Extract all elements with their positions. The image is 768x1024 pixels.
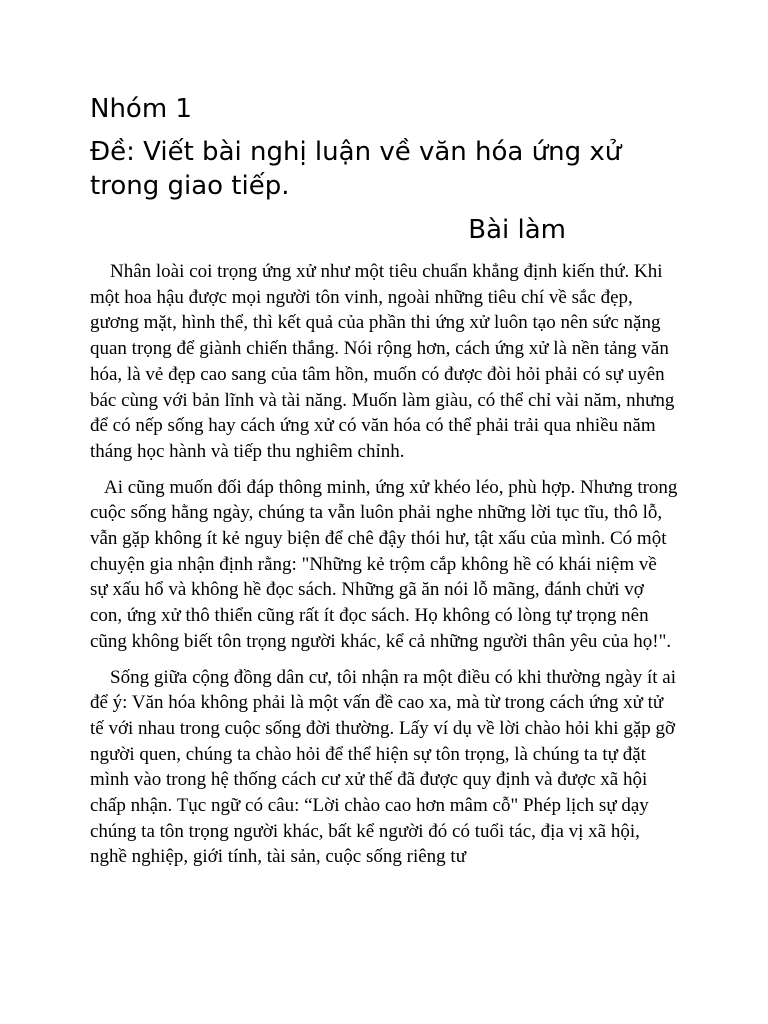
essay-prompt: Đề: Viết bài nghị luận về văn hóa ứng xử trong giao tiếp. [90,137,622,201]
paragraph-1: Nhân loài coi trọng ứng xử như một tiêu chuẩn khẳng định kiến thứ. Khi một hoa hậu được mọi người tôn vinh, ngoài những tiêu chí về sắc đẹp, gương mặt, hình thể, thì kết quả của phần thi ứng xử luôn tạo nên sức nặng quan trọng để giành chiến thắng. Nói rộng hơn, cách ứng xử là nền tảng văn hóa, là vẻ đẹp cao sang của tâm hồn, muốn có được đòi hỏi phải có sự uyên bác cùng với bản lĩnh và tài năng. Muốn làm giàu, có thể chỉ vài năm, nhưng để có nếp sống hay cách ứng xử có văn hóa có thể phải trải qua nhiều năm tháng học hành và tiếp thu nghiêm chỉnh. [90,261,675,462]
group-title: Nhóm 1 [90,94,192,124]
document-page [90,92,678,880]
paragraph-2: Ai cũng muốn đối đáp thông minh, ứng xử khéo léo, phù hợp. Nhưng trong cuộc sống hằng ngày, chúng ta vẫn luôn phải nghe những lời tục tĩu, thô lỗ, vẫn gặp không ít kẻ nguy biện để chê đậy thói hư, tật xấu của mình. Có một chuyện gia nhận định rằng: "Những kẻ trộm cắp không hề có khái niệm về sự xấu hổ và không hề đọc sách. Những gã ăn nói lỗ mãng, đánh chửi vợ con, ứng xử thô thiển cũng rất ít đọc sách. Họ không có lòng tự trọng nên cũng không biết tôn trọng người khác, kể cả những người thân yêu của họ!". [90,476,678,652]
paragraph-3: Sống giữa cộng đồng dân cư, tôi nhận ra một điều có khi thường ngày ít ai để ý: Văn hóa không phải là một vấn đề cao xa, mà từ trong cách ứng xử tử tế với nhau trong cuộc sống đời thường. Lấy ví dụ về lời chào hỏi khi gặp gỡ người quen, chúng ta chào hỏi để thể hiện sự tôn trọng, là chúng ta tự đặt mình vào trong hệ thống cách cư xử thế đã được quy định và được xã hội chấp nhận. Tục ngữ có câu: “Lời chào cao hơn mâm cỗ" Phép lịch sự dạy chúng ta tôn trọng người khác, bất kể người đó có tuổi tác, địa vị xã hội, nghề nghiệp, giới tính, tài sản, cuộc sống riêng tư [90,666,676,868]
essay-title: Bài làm [468,215,566,245]
